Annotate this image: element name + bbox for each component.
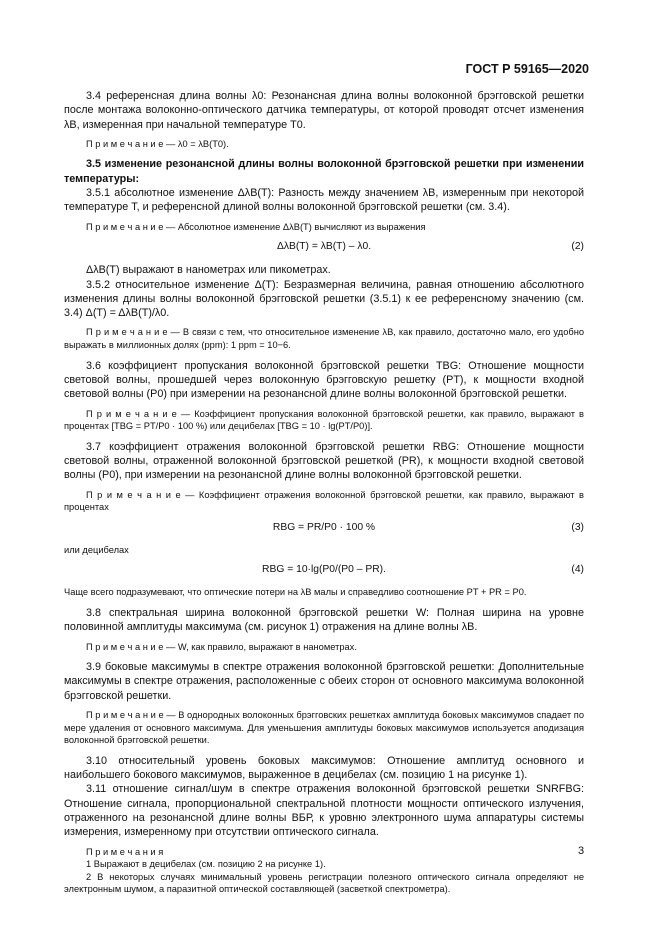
note-1: 1 Выражают в децибелах (см. позицию 2 на рисунке 1). <box>86 859 326 870</box>
note-3-7: П р и м е ч а н и е — Коэффициент отражения волоконной брэгговской решетки, как правило, выражают в процентах <box>64 489 584 513</box>
term-3-7: 3.7 коэффициент отражения волоконной брэгговской решетки RBG: Отношение мощности световой волны, отраженной волоконной брэгговской решеткой (PR), к мощности входной световой волны (P0), при измерении на резонансной длине волны волоконной брэгговской решетки. <box>64 440 584 482</box>
note-2: 2 В некоторых случаях минимальный уровень регистрации полезного оптического сигнала определяют не электронным шумом, а паразитной оптической составляющей (засветкой спектрометра). <box>64 871 584 895</box>
document-body <box>64 89 584 896</box>
note-3-9: П р и м е ч а н и е — В однородных волоконных брэгговских решетках амплитуда боковых максимумов спадает по мере удаления от основного максимума. Для уменьшения амплитуды боковых максимумов используется аподизация волоконной брэгговской решетки. <box>64 710 584 746</box>
term-3-5: 3.5 изменение резонансной длины волны волоконной брэгговской решетки при изменении температуры: <box>64 158 584 185</box>
document-header: ГОСТ Р 59165—2020 <box>465 62 589 76</box>
note-3-4: П р и м е ч а н и е — λ0 = λB(T0). <box>86 138 229 149</box>
equation-2 <box>64 240 584 256</box>
note-3-5-1: П р и м е ч а н и е — Абсолютное изменение ΔλB(T) вычисляют из выражения <box>86 221 426 232</box>
equation-3 <box>64 521 584 537</box>
term-3-5-1-units: ΔλB(T) выражают в нанометрах или пикометрах. <box>86 264 331 277</box>
equation-4-number: (4) <box>571 564 584 576</box>
term-3-10: 3.10 относительный уровень боковых максимумов: Отношение амплитуд основного и наибольшего бокового максимумов, выраженное в децибелах (см. позицию 1 на рисунке 1). <box>64 754 584 782</box>
term-3-5-2: 3.5.2 относительное изменение Δ(T): Безразмерная величина, равная отношению абсолютного изменения длины волны волоконной брэгговской решетки (3.5.1) к ее референсному значению (см. 3.4) Δ(T) = ΔλB(T)/λ0. <box>64 278 584 320</box>
equation-3-number: (3) <box>571 521 584 533</box>
equation-2-formula: ΔλB(T) = λB(T) – λ0. <box>276 241 372 253</box>
or-decibels-label: или децибелах <box>64 544 129 555</box>
note-3-5-2: П р и м е ч а н и е — В связи с тем, что относительное изменение λB, как правило, достаточно мало, его удобно выражать в миллионных долях (ppm): 1 ppm = 10−6. <box>64 327 584 351</box>
equation-4-formula: RBG = 10·lg(P0/(P0 – PR). <box>262 564 386 576</box>
note-3-8: П р и м е ч а н и е — W, как правило, выражают в нанометрах. <box>86 641 357 652</box>
term-3-6: 3.6 коэффициент пропускания волоконной брэгговской решетки TBG: Отношение мощности световой волны, прошедшей через волоконную брэгговскую решетку (PT), к мощности входной световой волны (P0) при измерении на резонансной длине волны волоконной брэгговской решетки. <box>64 359 584 401</box>
term-3-4: 3.4 референсная длина волны λ0: Резонансная длина волны волоконной брэгговской решетки после монтажа волоконно-оптического датчика температуры, от которой проводят отсчет изменения λB, измеренная при начальной температуре T0. <box>64 90 584 131</box>
notes-title: П р и м е ч а н и я <box>86 846 164 857</box>
equation-4 <box>64 563 584 579</box>
term-3-11: 3.11 отношение сигнал/шум в спектре отражения волоконной брэгговской решетки SNRFBG: Отношение сигнала, пропорциональной спектральной плотности мощности оптического излучения, отраженного на резонансной длине волны ВБР, к уровню электронного шума аппаратуры системы измерения, измеренному при отсутствии оптического сигнала. <box>64 783 584 839</box>
term-3-8: 3.8 спектральная ширина волоконной брэгговской решетки W: Полная ширина на уровне половинной амплитуды максимума (см. рисунок 1) отражения на длине волны λB. <box>64 606 584 634</box>
term-3-9: 3.9 боковые максимумы в спектре отражения волоконной брэгговской решетки: Дополнительные максимумы в спектре отражения, расположенные с обеих сторон от основного максимума волоконной брэгговской решетки. <box>64 661 584 702</box>
equation-3-formula: RBG = PR/P0 · 100 % <box>272 521 376 533</box>
note-3-7-losses: Чаще всего подразумевают, что оптические потери на λB малы и справедливо соотношение PT + PR = P0. <box>64 587 527 598</box>
page-number: 3 <box>578 845 585 857</box>
note-3-6: П р и м е ч а н и е — Коэффициент пропускания волоконной брэгговской решетки, как правило, выражают в процентах [TBG = PT/P0 · 100 %) или децибелах [TBG = 10 · lg(PT/P0)]. <box>64 408 584 432</box>
equation-2-number: (2) <box>571 241 584 253</box>
term-3-5-1: 3.5.1 абсолютное изменение ΔλB(T): Разность между значением λB, измеренным при некоторой температуре T, и референсной длиной волны волоконной брэгговской решетки (см. 3.4). <box>64 187 584 214</box>
